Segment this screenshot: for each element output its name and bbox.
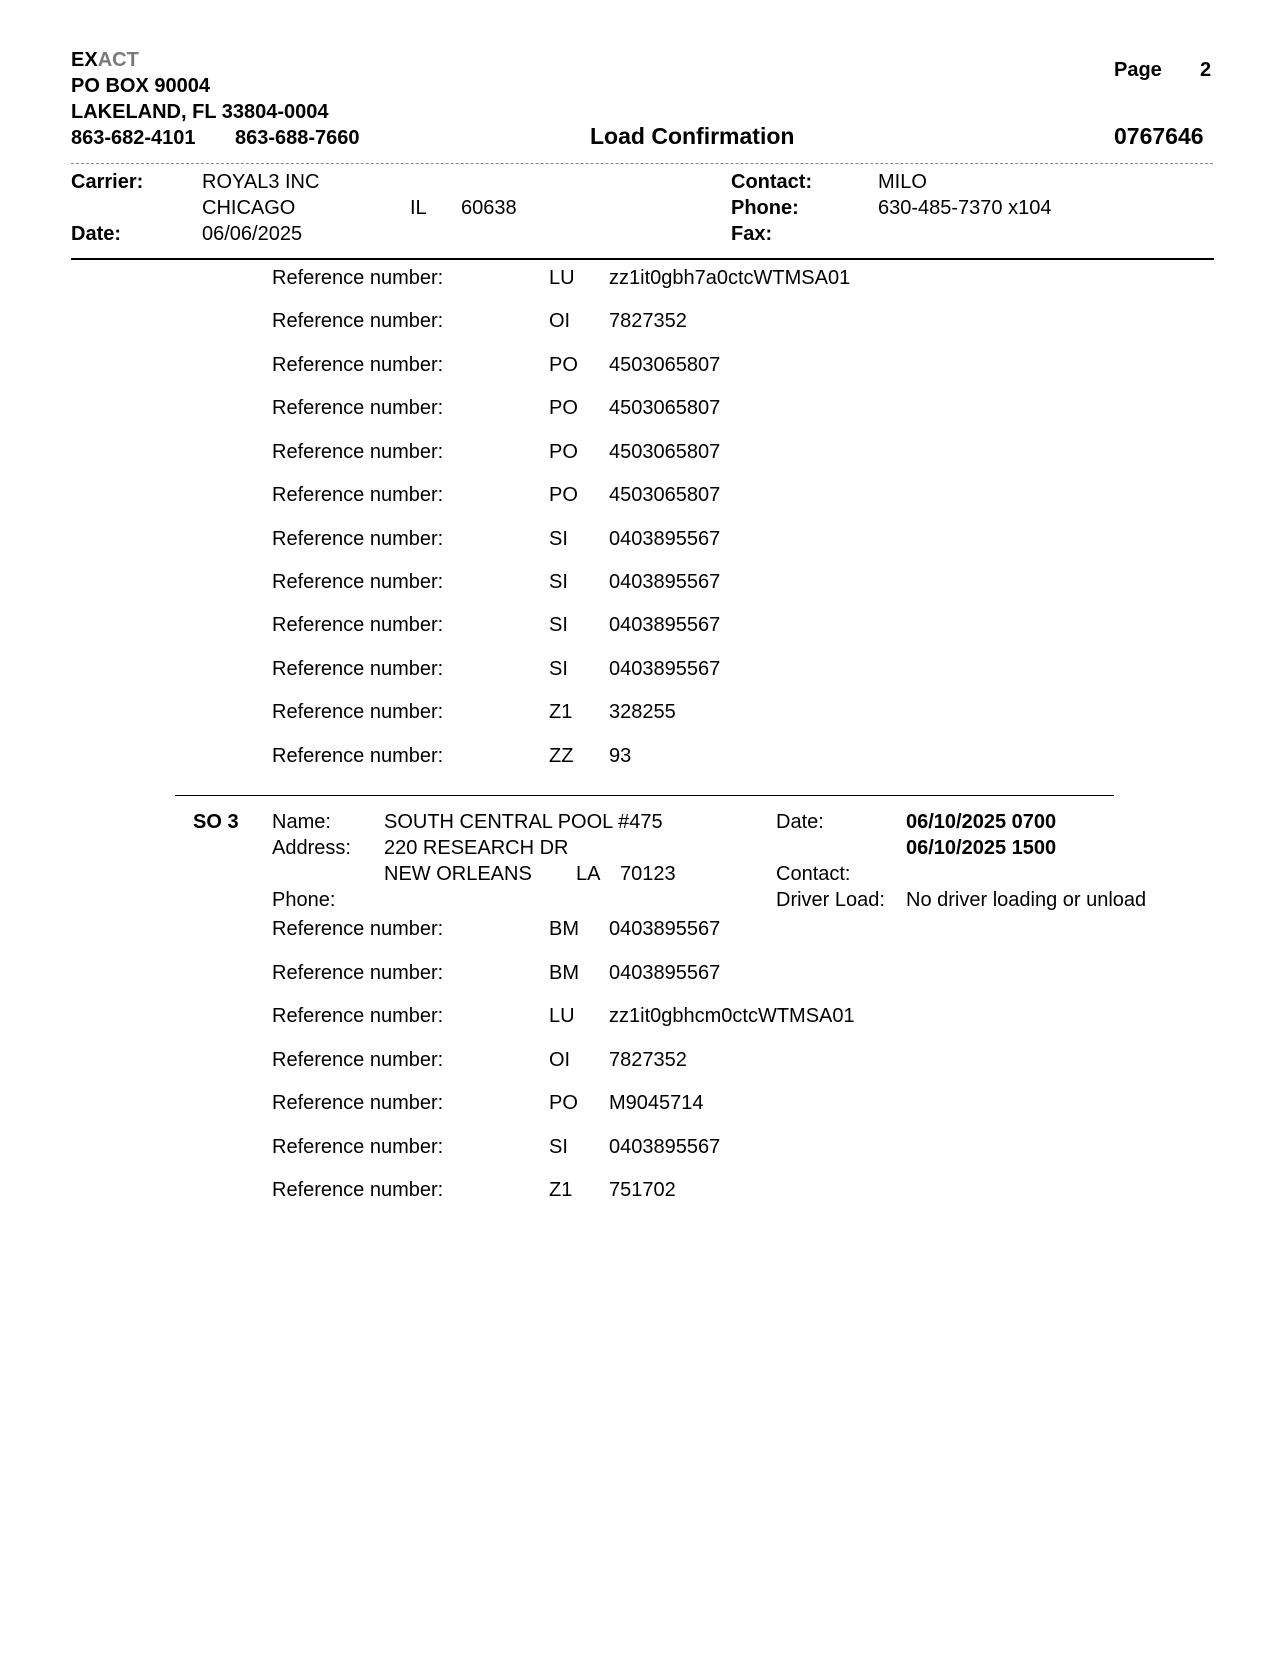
- reference-code: LU: [549, 267, 575, 289]
- reference-code: SI: [549, 1136, 568, 1158]
- stop-contact-label: Contact:: [776, 863, 851, 885]
- carrier-label: Carrier:: [71, 171, 144, 193]
- company-name-obscured: ACT: [97, 49, 139, 71]
- reference-label: Reference number:: [272, 701, 444, 723]
- reference-code: BM: [549, 962, 579, 984]
- carrier-date-label: Date:: [71, 223, 122, 245]
- reference-value: 328255: [609, 701, 676, 723]
- stop-state: LA: [576, 863, 601, 885]
- stop-date-label: Date:: [776, 811, 824, 833]
- contact-phone: 630-485-7370 x104: [878, 197, 1052, 219]
- reference-value: 0403895567: [609, 918, 721, 940]
- company-phone-2: 863-688-7660: [235, 127, 360, 149]
- reference-code: SI: [549, 658, 568, 680]
- reference-value: 4503065807: [609, 484, 721, 506]
- stop-driver-load: No driver loading or unload: [906, 889, 1147, 911]
- reference-label: Reference number:: [272, 745, 444, 767]
- document-number: 0767646: [1114, 123, 1204, 149]
- reference-code: PO: [549, 397, 578, 419]
- reference-label: Reference number:: [272, 1049, 444, 1071]
- page-title: Load Confirmation: [590, 123, 795, 149]
- reference-value: 7827352: [609, 310, 687, 332]
- carrier-divider: [71, 258, 1214, 260]
- reference-label: Reference number:: [272, 1179, 444, 1201]
- page-label: Page: [1114, 59, 1162, 81]
- reference-value: 4503065807: [609, 397, 721, 419]
- reference-label: Reference number:: [272, 484, 444, 506]
- stop-name: SOUTH CENTRAL POOL #475: [384, 811, 663, 833]
- carrier-city: CHICAGO: [202, 197, 296, 219]
- company-name-prefix: EX: [71, 49, 98, 71]
- carrier-state: IL: [410, 197, 427, 219]
- stop-driver-load-label: Driver Load:: [776, 889, 885, 911]
- contact-label: Contact:: [731, 171, 813, 193]
- reference-code: PO: [549, 441, 578, 463]
- reference-label: Reference number:: [272, 310, 444, 332]
- stop-zip: 70123: [620, 863, 676, 885]
- header-divider: [71, 163, 1213, 164]
- reference-code: Z1: [549, 1179, 573, 1201]
- reference-label: Reference number:: [272, 354, 444, 376]
- stop-name-label: Name:: [272, 811, 331, 833]
- reference-code: SI: [549, 614, 568, 636]
- reference-label: Reference number:: [272, 267, 444, 289]
- company-city-line: LAKELAND, FL 33804-0004: [71, 101, 329, 123]
- company-phone-1: 863-682-4101: [71, 127, 196, 149]
- reference-code: SI: [549, 571, 568, 593]
- reference-label: Reference number:: [272, 397, 444, 419]
- reference-value: 7827352: [609, 1049, 687, 1071]
- reference-code: PO: [549, 1092, 578, 1114]
- reference-value: zz1it0gbh7a0ctcWTMSA01: [609, 267, 851, 289]
- fax-label: Fax:: [731, 223, 773, 245]
- contact-name: MILO: [878, 171, 927, 193]
- stop-phone-label: Phone:: [272, 889, 336, 911]
- carrier-name: ROYAL3 INC: [202, 171, 320, 193]
- reference-value: 0403895567: [609, 1136, 721, 1158]
- stop-date-end: 06/10/2025 1500: [906, 837, 1057, 859]
- stop-address-label: Address:: [272, 837, 351, 859]
- reference-value: 0403895567: [609, 528, 721, 550]
- reference-label: Reference number:: [272, 571, 444, 593]
- reference-value: 4503065807: [609, 354, 721, 376]
- reference-value: 0403895567: [609, 962, 721, 984]
- reference-value: 751702: [609, 1179, 676, 1201]
- reference-label: Reference number:: [272, 614, 444, 636]
- reference-label: Reference number:: [272, 441, 444, 463]
- stop-city: NEW ORLEANS: [384, 863, 532, 885]
- stop-date-start: 06/10/2025 0700: [906, 811, 1057, 833]
- carrier-zip: 60638: [461, 197, 517, 219]
- stop-id: SO 3: [193, 811, 239, 833]
- reference-value: 4503065807: [609, 441, 721, 463]
- reference-value: 93: [609, 745, 632, 767]
- company-name: [71, 50, 139, 70]
- reference-value: zz1it0gbhcm0ctcWTMSA01: [609, 1005, 855, 1027]
- company-po-box: PO BOX 90004: [71, 75, 210, 97]
- reference-code: LU: [549, 1005, 575, 1027]
- reference-code: ZZ: [549, 745, 574, 767]
- reference-label: Reference number:: [272, 962, 444, 984]
- reference-label: Reference number:: [272, 1005, 444, 1027]
- reference-label: Reference number:: [272, 1136, 444, 1158]
- reference-code: Z1: [549, 701, 573, 723]
- reference-label: Reference number:: [272, 1092, 444, 1114]
- reference-code: OI: [549, 310, 571, 332]
- reference-label: Reference number:: [272, 658, 444, 680]
- page-number: 2: [1200, 59, 1212, 81]
- reference-value: M9045714: [609, 1092, 704, 1114]
- stop-divider: [175, 795, 1114, 796]
- phone-label: Phone:: [731, 197, 799, 219]
- carrier-date: 06/06/2025: [202, 223, 303, 245]
- reference-code: BM: [549, 918, 579, 940]
- reference-label: Reference number:: [272, 918, 444, 940]
- reference-code: PO: [549, 354, 578, 376]
- reference-value: 0403895567: [609, 658, 721, 680]
- reference-value: 0403895567: [609, 614, 721, 636]
- reference-label: Reference number:: [272, 528, 444, 550]
- reference-code: PO: [549, 484, 578, 506]
- reference-code: SI: [549, 528, 568, 550]
- reference-code: OI: [549, 1049, 571, 1071]
- reference-value: 0403895567: [609, 571, 721, 593]
- stop-address: 220 RESEARCH DR: [384, 837, 569, 859]
